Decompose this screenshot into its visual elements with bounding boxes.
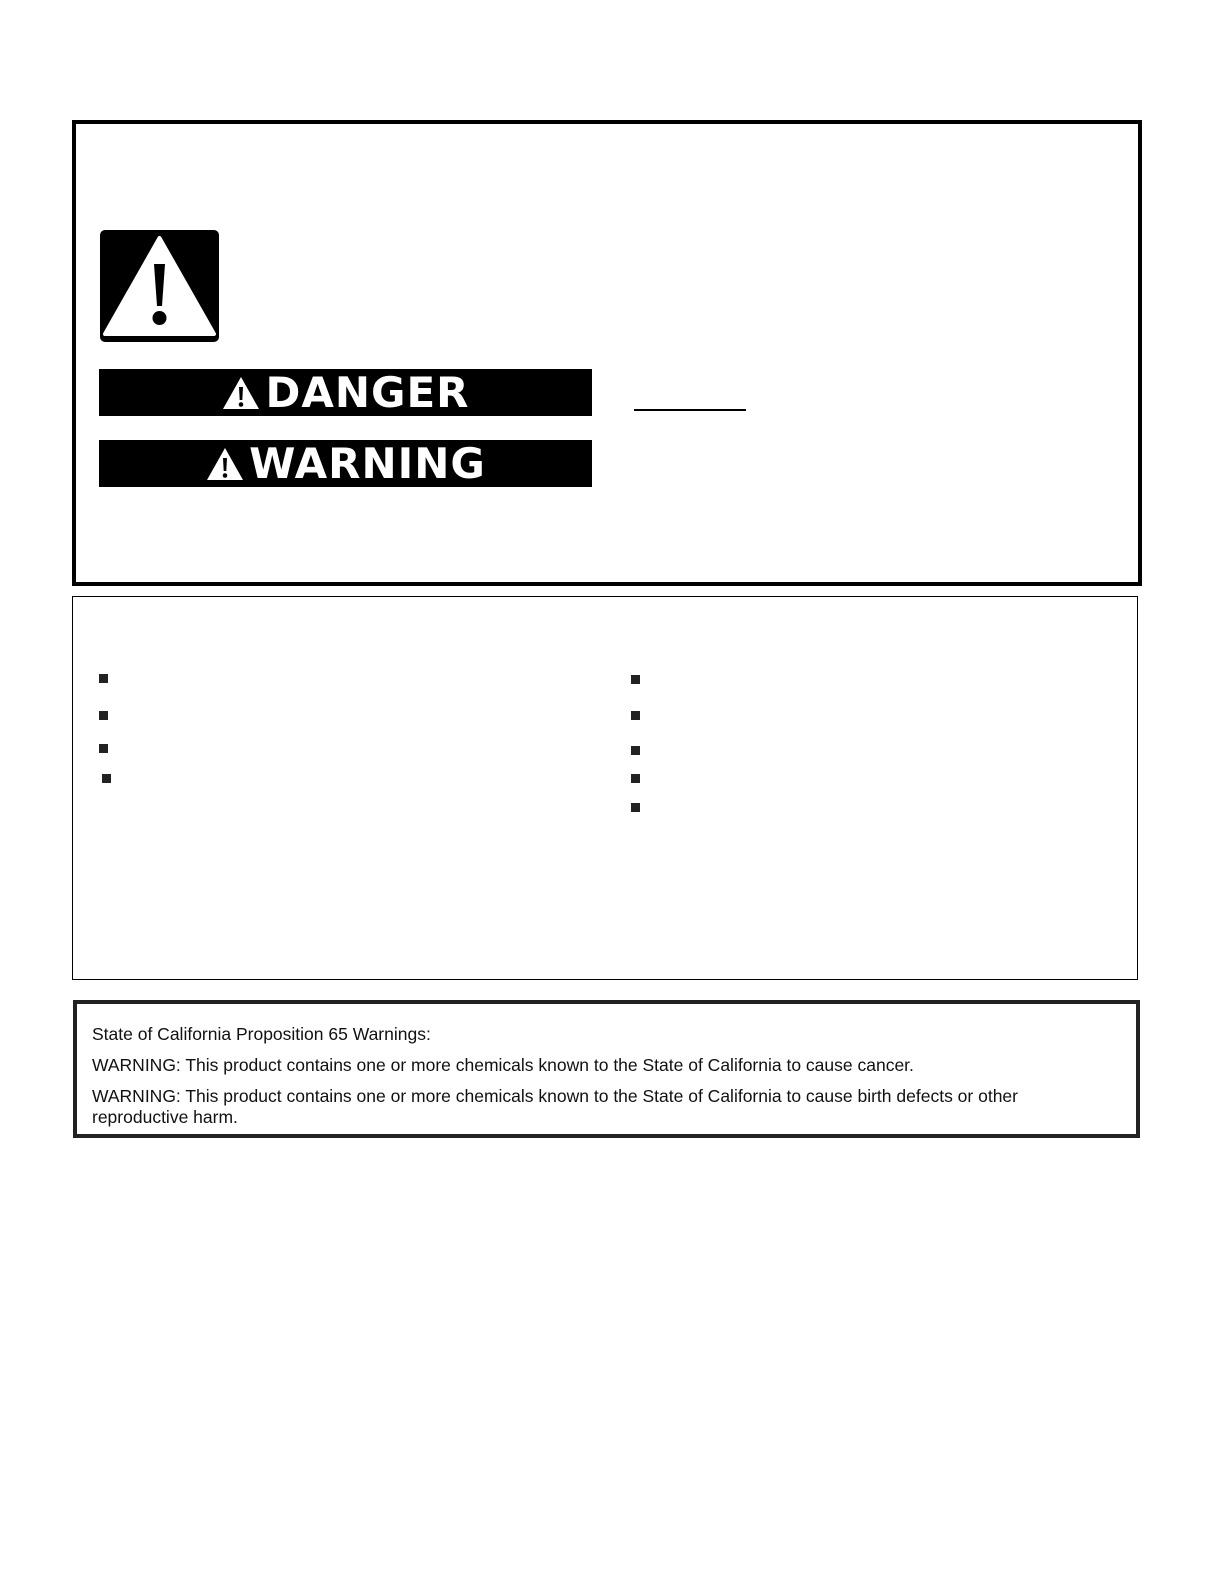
bullet-marker — [631, 803, 640, 812]
prop65-cancer-warning: WARNING: This product contains one or more chemicals known to the State of California to cause cancer. — [92, 1055, 914, 1075]
warning-triangle-icon — [205, 446, 245, 482]
warning-signal-banner — [99, 440, 592, 487]
bullet-marker — [631, 746, 640, 755]
prop65-title: State of California Proposition 65 Warnings: — [92, 1024, 431, 1044]
warning-triangle-icon — [221, 375, 261, 411]
bullet-marker — [631, 675, 640, 684]
prop65-warning-box — [73, 1000, 1140, 1138]
safety-message-box — [72, 120, 1142, 586]
underline-rule — [634, 409, 746, 411]
bullet-marker — [631, 774, 640, 783]
safety-alert-icon — [100, 230, 219, 342]
warning-label: WARNING — [249, 438, 486, 488]
bullet-marker — [631, 711, 640, 720]
bullet-marker — [99, 674, 108, 683]
danger-label: DANGER — [265, 367, 470, 417]
danger-signal-banner — [99, 369, 592, 416]
safety-instructions-box — [72, 596, 1138, 980]
bullet-marker — [99, 744, 108, 753]
bullet-marker — [99, 711, 108, 720]
prop65-birth-defects-warning: WARNING: This product contains one or more chemicals known to the State of California to cause birth defects or other reproductive harm. — [92, 1086, 1018, 1127]
bullet-marker — [102, 774, 111, 783]
